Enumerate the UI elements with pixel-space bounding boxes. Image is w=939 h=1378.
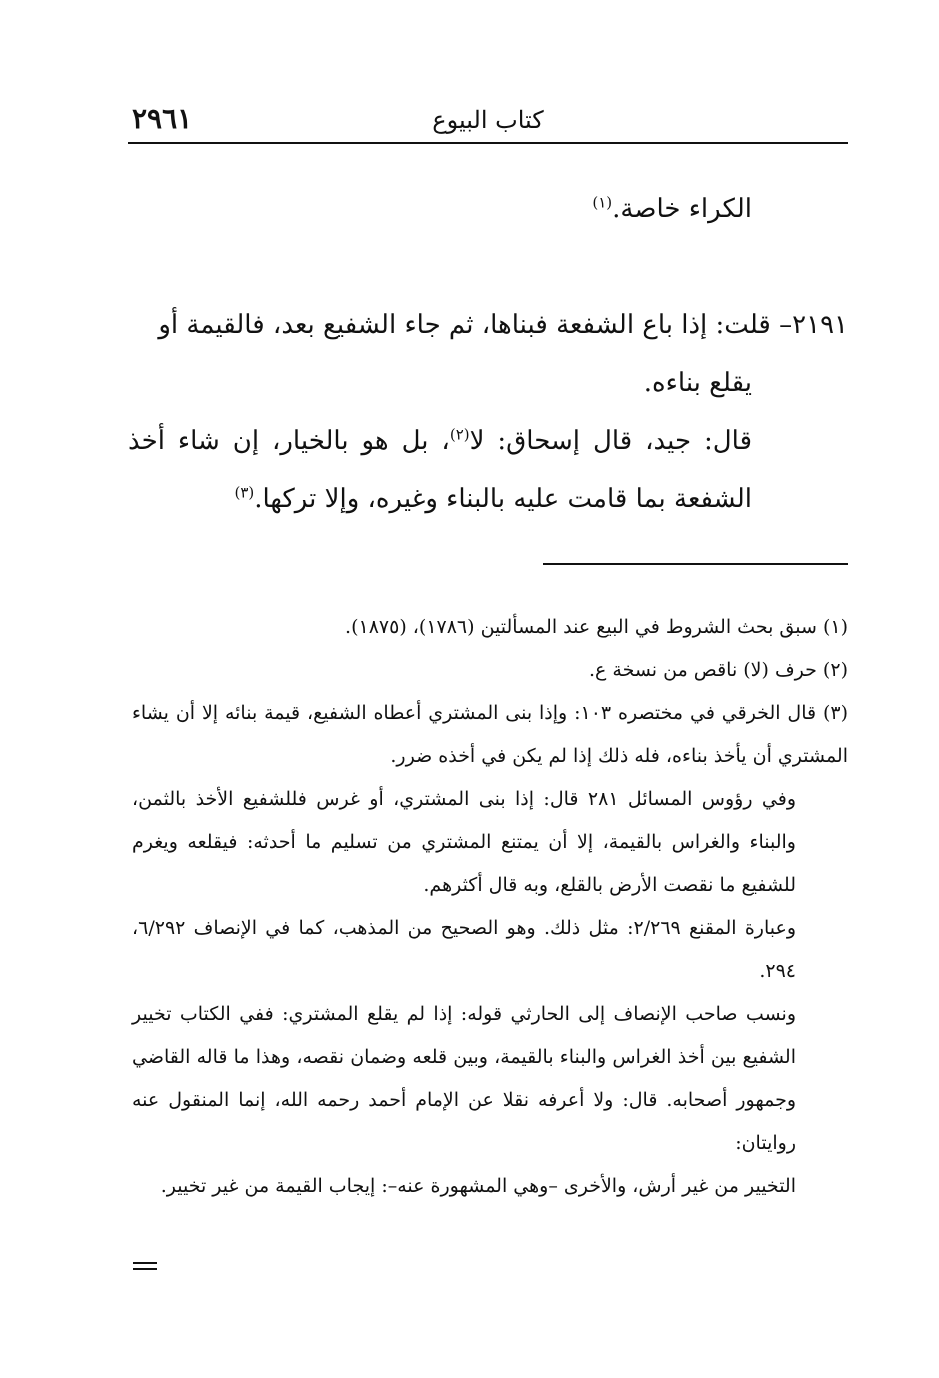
intro-line: الكراء خاصة. <box>612 194 752 224</box>
footnote-separator <box>543 563 848 565</box>
intro-paragraph <box>128 180 848 238</box>
footnotes <box>132 606 848 1208</box>
running-header <box>128 102 848 142</box>
footnote-1: (١) سبق بحث الشروط في البيع عند المسألتين (١٧٨٦)، (١٨٧٥). <box>345 616 848 638</box>
issue-paragraph <box>128 296 848 354</box>
answer-text-1: قال: جيد، قال إسحاق: لا <box>469 426 753 456</box>
footnote-3-para-4: ونسب صاحب الإنصاف إلى الحارثي قوله: إذا لم يقلع المشتري: ففي الكتاب تخيير الشفيع بين أخذ الغراس والبناء بالقيمة، وبين قلعه وضمان نقصه، وهذا ما قاله القاضي وجمهور أصحابه. قال: ولا أعرفه نقلا عن الإمام أحمد رحمه الله، إنما المنقول عنه روايتان: <box>132 1003 796 1154</box>
issue-question: قلت: إذا باع الشفعة فبناها، ثم جاء الشفيع بعد، فالقيمة أو <box>158 310 771 340</box>
answer-paragraph <box>128 412 848 528</box>
header-title: كتاب البيوع <box>432 106 544 134</box>
issue-question-cont: يقلع بناءه. <box>643 368 752 398</box>
continuation-mark <box>133 1262 157 1274</box>
footnote-3-para-3: وعبارة المقنع ٢/٢٦٩: مثل ذلك. وهو الصحيح من المذهب، كما في الإنصاف ٦/٢٩٢، ٢٩٤. <box>132 917 796 982</box>
footnote-ref-2: (٢) <box>449 425 470 444</box>
header-rule <box>128 142 848 144</box>
footnote-ref-1: (١) <box>592 193 613 212</box>
footnote-3: (٣) قال الخرقي في مختصره ١٠٣: وإذا بنى المشتري أعطاه الشفيع، قيمة بنائه إلا أن يشاء المشتري أن يأخذ بناءه، فله ذلك إذا لم يكن في أخذه ضرر. <box>132 702 849 767</box>
main-text <box>128 180 848 528</box>
issue-number: ٢١٩١– <box>779 310 848 340</box>
footnote-3-para-5: التخيير من غير أرش، والأخرى –وهي المشهورة عنه–: إيجاب القيمة من غير تخيير. <box>160 1175 796 1197</box>
footnote-3-para-2: وفي رؤوس المسائل ٢٨١ قال: إذا بنى المشتري، أو غرس فللشفيع الأخذ بالثمن، والبناء والغراس بالقيمة، إلا أن يمتنع المشتري من تسليم ما أحدثه: فيقلعه ويغرم للشفيع ما نقصت الأرض بالقلع، وبه قال أكثرهم. <box>132 788 797 896</box>
answer-text-2: ، بل هو بالخيار، إن شاء أخذ الشفعة بما قامت عليه بالبناء وغيره، وإلا تركها. <box>128 426 752 514</box>
footnote-ref-3: (٣) <box>234 483 255 502</box>
page-number: ٢٩٦١ <box>132 102 193 135</box>
footnote-2: (٢) حرف (لا) ناقص من نسخة ع. <box>588 659 848 681</box>
